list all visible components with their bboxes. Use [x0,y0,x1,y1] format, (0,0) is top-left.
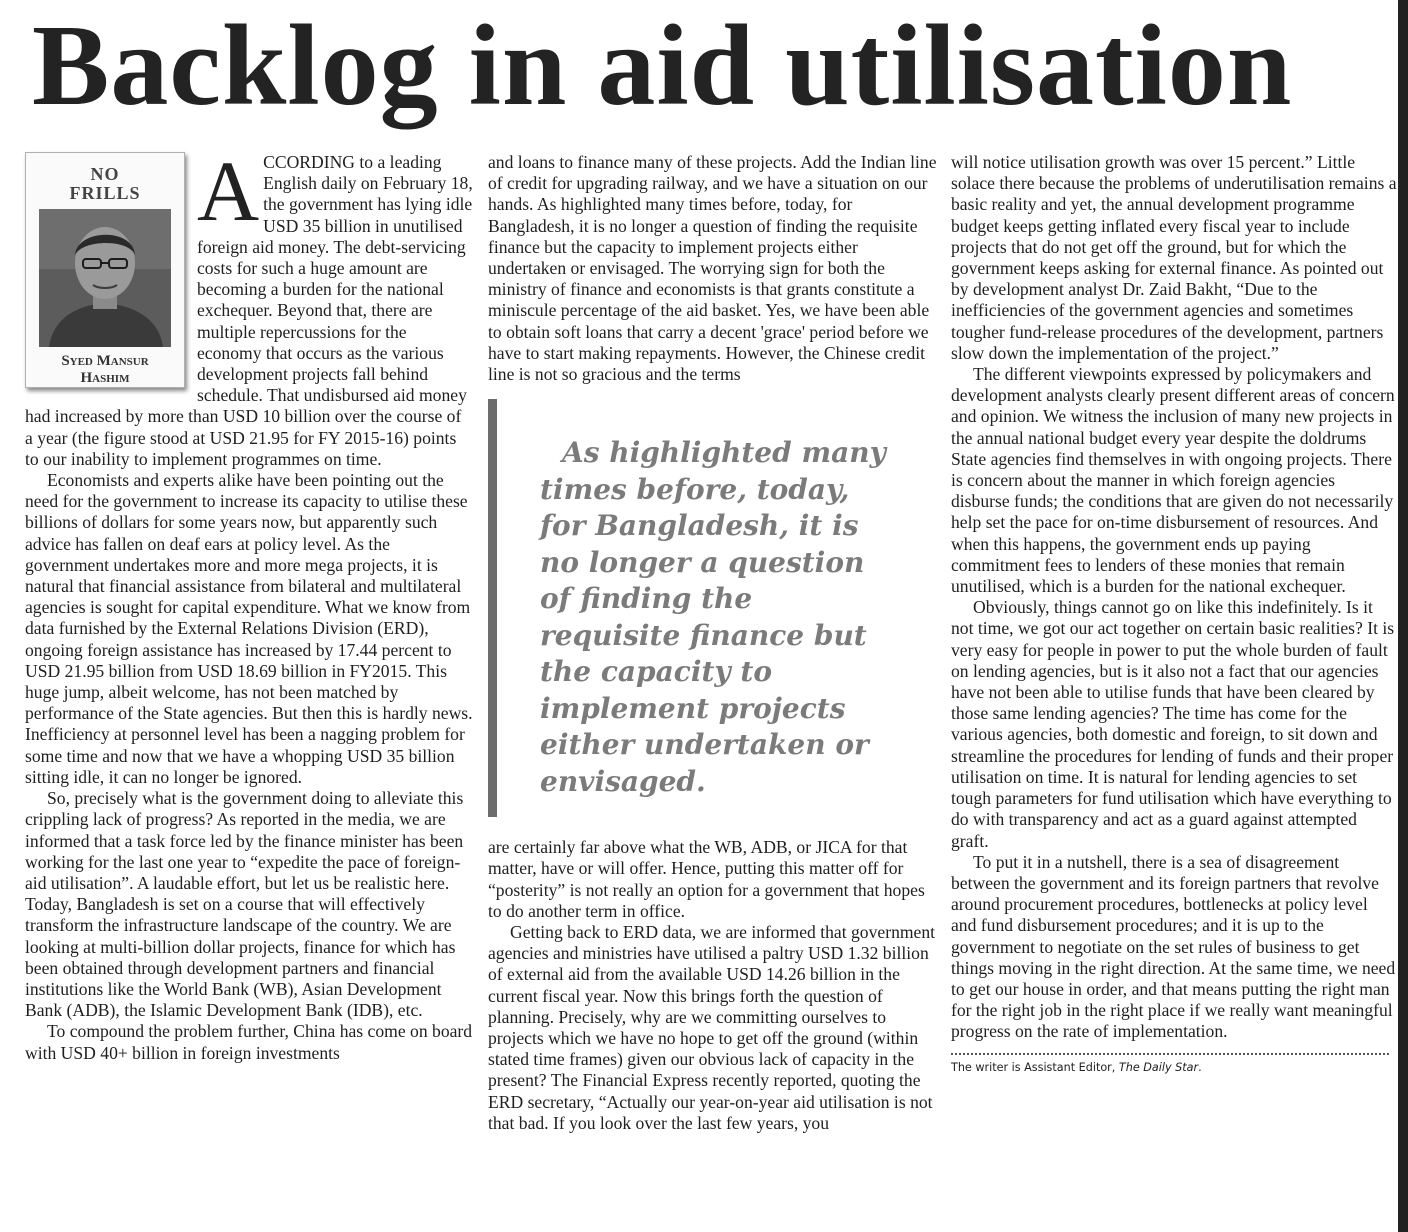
column3-paragraph-3: Obviously, things cannot go on like this indefinitely. Is it not time, we got our act together on certain basic realities? It is very easy for people in power to put the whole burden of fault on lending agencies, but is it also not a fact that our agencies have not been able to utilise funds that have been cleared by those same lending agencies? The time has come for the various agencies, both domestic and foreign, to sit down and streamline the procedures for lending of funds and their proper utilisation on time. It is natural for lending agencies to set tough parameters for fund utilisation which have everything to do with transparency and act as a guard against attempted graft. [951,597,1395,851]
headline: Backlog in aid utilisation [32,2,1293,130]
writer-note-suffix: . [1198,1060,1202,1074]
writer-note [951,1061,1397,1075]
author-name-line2: Hashim [80,370,130,386]
column-1 [25,143,473,1064]
column-name-line1: NO [90,164,120,184]
pull-quote-text: As highlighted many times before, today, for Bangladesh, it is no longer a question of finding the requisite finance but the capacity to implement projects either undertaken or envisaged. [540,436,886,798]
author-box [25,152,185,388]
column3-paragraph-4: To put it in a nutshell, there is a sea of disagreement between the government and its foreign partners that revolve around procurement procedures, bottlenecks at policy level and fund disbursement procedures; and it is up to the government to negotiate on the set rules of business to get things moving in the right direction. At the same time, we need to get our house in order, and that means putting the right man for the right job in the right place if we really want meaningful progress on the rate of implementation. [951,851,1396,1042]
column-2 [488,152,938,1134]
column2-paragraph-1: and loans to finance many of these projects. Add the Indian line of credit for upgrading railway, and we have a situation on our hands. As highlighted many times before, today, for Bangladesh, it is no longer a question of finding the requisite finance but the capacity to implement projects either undertaken or envisaged. The worrying sign for both the ministry of finance and economists is that grants constitute a miniscule percentage of the aid basket. Yes, we have been able to obtain soft loans that carry a decent 'grace' period before we have to start making repayments. However, the Chinese credit line is not so gracious and the terms [488,152,937,385]
column1-paragraph-3: So, precisely what is the government doing to alleviate this crippling lack of progress? As reported in the media, we are informed that a task force led by the finance minister has been working for the last one year to “expedite the pace of foreign-aid utilisation”. A laudable effort, but let us be realistic here. Today, Bangladesh is set on a course that will effectively transform the infrastructure landscape of the country. We are looking at multi-billion dollar projects, finance for which has been obtained through development partners and financial institutions like the World Bank (WB), Asian Development Bank (ADB), the Islamic Development Bank (IDB), etc. [25,788,464,1021]
pull-quote-bar [488,399,497,817]
author-name [26,353,184,387]
column2-paragraph-2: are certainly far above what the WB, ADB, or JICA for that matter, have or will offer. Hence, putting this matter off for “posterity” is not really an option for a government that hopes to do another term in office. [488,837,925,921]
column1-paragraph-2: Economists and experts alike have been pointing out the need for the government to increase its capacity to utilise these billions of dollars for some years now, but apparently such advice has fallen on deaf ears at policy level. As the government undertakes more and more mega projects, it is natural that financial assistance from bilateral and multilateral agencies is sought for capital expenditure. What we know from data furnished by the External Relations Division (ERD), ongoing foreign assistance has increased by 17.44 percent to USD 21.95 billion from USD 18.69 billion in FY2015. This huge jump, albeit welcome, has not been matched by performance of the State agencies. But then this is hardly news. Inefficiency at personnel level has been a nagging problem for some time and now that we have a whopping USD 35 billion sitting idle, it can no longer be ignored. [25,470,473,787]
publication-name: The Daily Star [1118,1060,1199,1074]
author-photo [39,209,171,347]
byline-divider [951,1053,1389,1055]
column1-paragraph-1-text: CCORDING to a leading English daily on February 18, the government has lying idle USD 35 billion in unutilised foreign aid money. The debt-servicing costs for such a huge amount are becoming a burden for the national exchequer. Beyond that, there are multiple repercussions for the economy that occurs as the various development projects fall behind schedule. That undisbursed aid money had increased by more than USD 10 billion over the course of a year (the figure stood at USD 21.95 for FY 2015-16) points to our inability to implement programmes on time. [25,152,473,469]
author-name-line1: Syed Mansur [61,353,149,369]
column-3 [951,152,1397,1075]
column3-paragraph-1: will notice utilisation growth was over 15 percent.” Little solace there because the problems of underutilisation remains a basic reality and yet, the annual development programme budget keeps getting inflated every fiscal year to include projects that do not get off the ground, but for which the government keeps asking for external finance. As pointed out by development analyst Dr. Zaid Bakht, “Due to the inefficiencies of the government agencies and sometimes tougher fund-release procedures of the development, partners slow down the implementation of the project.” [951,152,1397,363]
column3-paragraph-2: The different viewpoints expressed by policymakers and development analysts clearly present different areas of concern and opinion. We witness the inclusion of many new projects in the annual national budget every year despite the doldrums State agencies find themselves in with ongoing projects. There is concern about the manner in which foreign agencies disburse funds; the conditions that are given do not necessarily help set the pace for on-time disbursement of resources. And when this happens, the government ends up paying commitment fees to lenders of these monies that remain unutilised, which is a burden for the national exchequer. [951,364,1395,597]
page-edge-rule [1398,0,1408,1232]
column1-paragraph-4: To compound the problem further, China has come on board with USD 40+ billion in foreign investments [25,1021,473,1063]
column-name-line2: FRILLS [69,183,141,203]
drop-cap: A [197,143,260,239]
writer-note-prefix: The writer is Assistant Editor, [951,1060,1119,1074]
pull-quote [488,399,938,817]
column2-paragraph-3: Getting back to ERD data, we are informed that government agencies and ministries have utilised a paltry USD 1.32 billion of external aid from the available USD 14.26 billion in the current fiscal year. Now this brings forth the question of planning. Precisely, why are we committing ourselves to projects which we have no hope to get off the ground (within stated time frames) given our obvious lack of capacity in the present? The Financial Express recently reported, quoting the ERD secretary, “Actually our year-on-year aid utilisation is not that bad. If you look over the last few years, you [488,922,936,1133]
column-name [26,165,184,203]
